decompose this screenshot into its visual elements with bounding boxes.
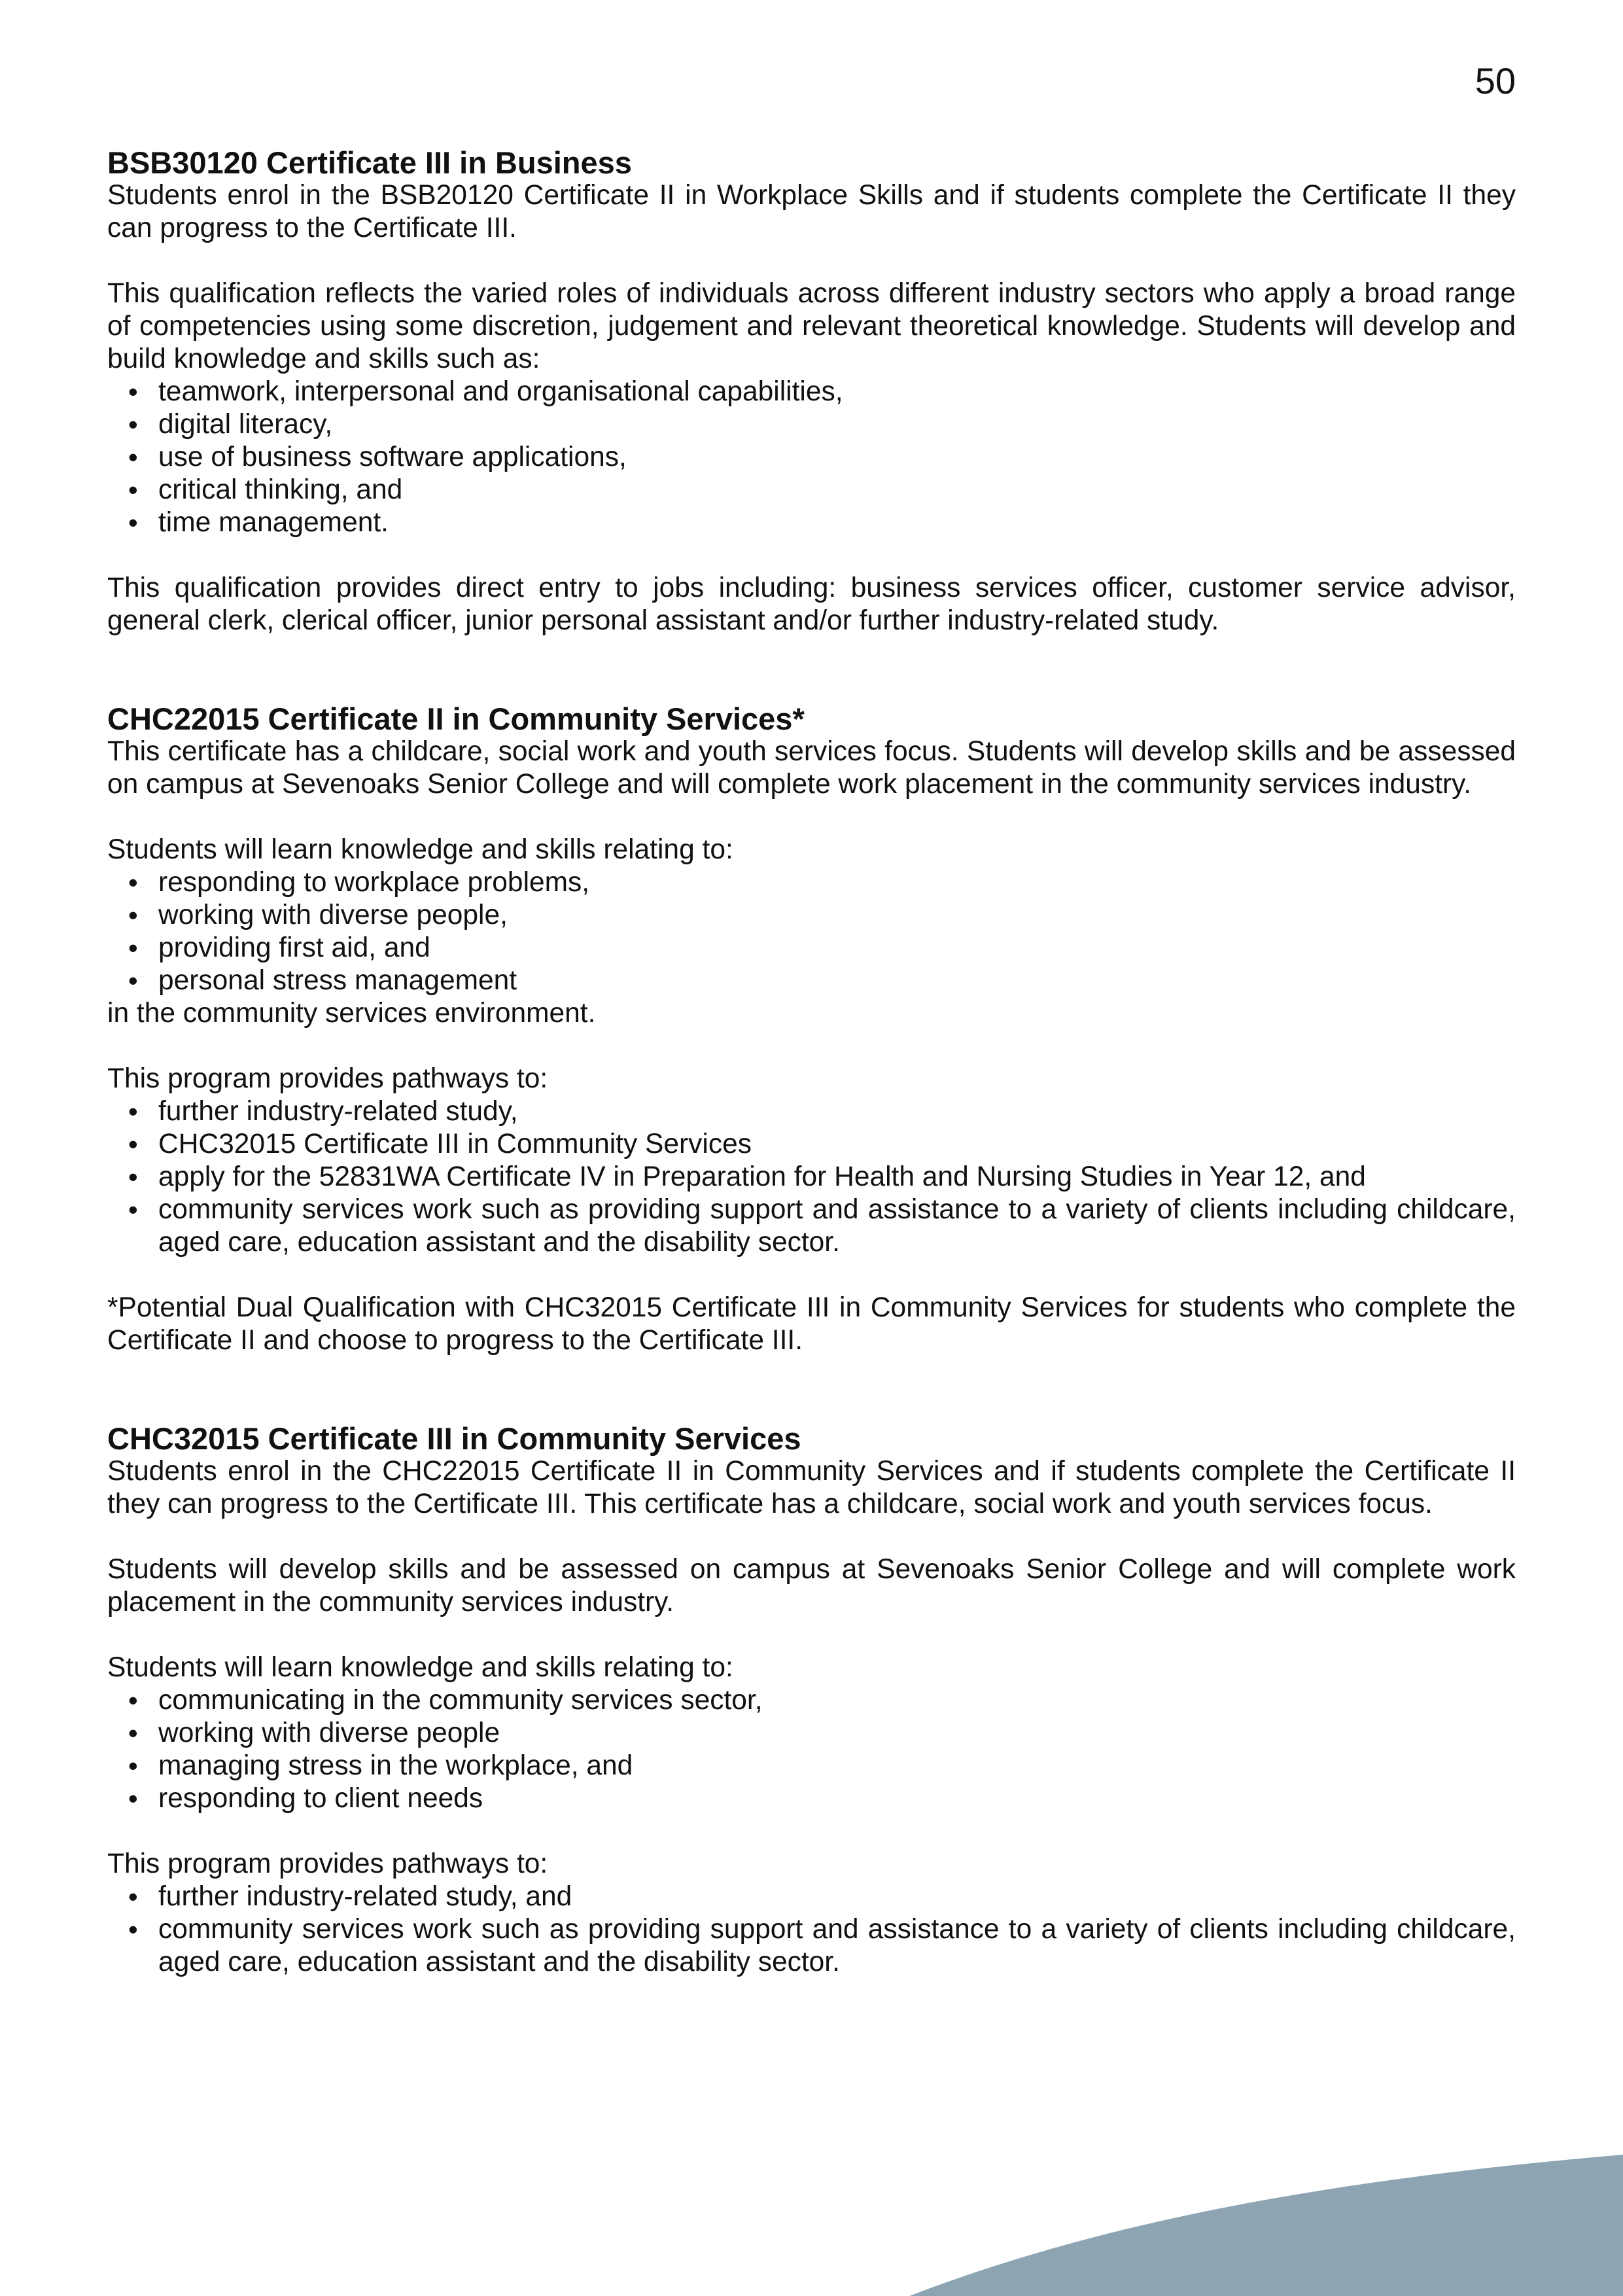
section-chc22015 xyxy=(107,703,1516,1357)
list-item: • communicating in the community services sector, xyxy=(107,1684,1516,1717)
section-footnote: *Potential Dual Qualification with CHC32015 Certificate III in Community Services for students who complete the Certificate II and choose to progress to the Certificate III. xyxy=(107,1292,1516,1356)
learn-list xyxy=(107,1684,1516,1815)
learn-outro: in the community services environment. xyxy=(107,998,596,1029)
list-item: • working with diverse people xyxy=(107,1717,1516,1750)
spacer xyxy=(107,1619,1516,1651)
spacer xyxy=(107,1030,1516,1063)
spacer xyxy=(107,1521,1516,1553)
section-intro: This certificate has a childcare, social work and youth services focus. Students will develop skills and be assessed on campus at Sevenoaks Senior College and will complete work placement in the community services industry. xyxy=(107,736,1516,800)
list-item: • time management. xyxy=(107,506,1516,539)
list-item: • managing stress in the workplace, and xyxy=(107,1750,1516,1782)
spacer xyxy=(107,1259,1516,1292)
section-intro: Students enrol in the BSB20120 Certificate II in Workplace Skills and if students complete the Certificate II they can progress to the Certificate III. xyxy=(107,180,1516,243)
spacer xyxy=(107,539,1516,572)
learn-list xyxy=(107,866,1516,997)
section-intro: Students enrol in the CHC22015 Certificate II in Community Services and if students complete the Certificate II they can progress to the Certificate III. This certificate has a childcare, social work and youth services focus. xyxy=(107,1456,1516,1519)
list-item: • apply for the 52831WA Certificate IV in Preparation for Health and Nursing Studies in Year 12, and xyxy=(107,1161,1516,1193)
spacer xyxy=(107,801,1516,834)
list-item: • responding to workplace problems, xyxy=(107,866,1516,899)
section-bsb30120 xyxy=(107,147,1516,637)
list-item: • working with diverse people, xyxy=(107,899,1516,932)
spacer xyxy=(107,245,1516,277)
skills-list xyxy=(107,376,1516,539)
list-item: • community services work such as providing support and assistance to a variety of clients including childcare, aged care, education assistant and the disability sector. xyxy=(107,1193,1516,1259)
pathways-intro: This program provides pathways to: xyxy=(107,1063,548,1094)
section-description: This qualification reflects the varied roles of individuals across different industry sectors who apply a broad range of competencies using some discretion, judgement and relevant theoretical knowledge. Students will develop and build knowledge and skills such as: xyxy=(107,278,1516,374)
page-number: 50 xyxy=(1475,60,1516,101)
list-item: • use of business software applications, xyxy=(107,441,1516,474)
spacer xyxy=(107,1815,1516,1848)
section-chc32015 xyxy=(107,1422,1516,1979)
pathways-intro: This program provides pathways to: xyxy=(107,1848,548,1879)
corner-swoosh-shape xyxy=(909,2155,1623,2296)
learn-intro: Students will learn knowledge and skills relating to: xyxy=(107,1652,733,1683)
section-title: CHC32015 Certificate III in Community Services xyxy=(107,1421,801,1456)
list-item: • teamwork, interpersonal and organisational capabilities, xyxy=(107,376,1516,408)
pathways-list xyxy=(107,1095,1516,1259)
list-item: • personal stress management xyxy=(107,964,1516,997)
list-item: • community services work such as providing support and assistance to a variety of clients including childcare, aged care, education assistant and the disability sector. xyxy=(107,1913,1516,1979)
section-outcome: This qualification provides direct entry to jobs including: business services officer, customer service advisor, general clerk, clerical officer, junior personal assistant and/or further industry-related study. xyxy=(107,573,1516,636)
list-item: • digital literacy, xyxy=(107,408,1516,441)
section-title: BSB30120 Certificate III in Business xyxy=(107,145,632,180)
section-assessment: Students will develop skills and be assessed on campus at Sevenoaks Senior College and will complete work placement in the community services industry. xyxy=(107,1554,1516,1617)
pathways-list xyxy=(107,1881,1516,1979)
page-content xyxy=(107,147,1516,1979)
section-title: CHC22015 Certificate II in Community Services* xyxy=(107,701,805,736)
list-item: • responding to client needs xyxy=(107,1782,1516,1815)
learn-intro: Students will learn knowledge and skills relating to: xyxy=(107,834,733,865)
list-item: • providing first aid, and xyxy=(107,932,1516,964)
list-item: • further industry-related study, xyxy=(107,1095,1516,1128)
list-item: • further industry-related study, and xyxy=(107,1881,1516,1913)
list-item: • CHC32015 Certificate III in Community Services xyxy=(107,1128,1516,1161)
list-item: • critical thinking, and xyxy=(107,474,1516,506)
